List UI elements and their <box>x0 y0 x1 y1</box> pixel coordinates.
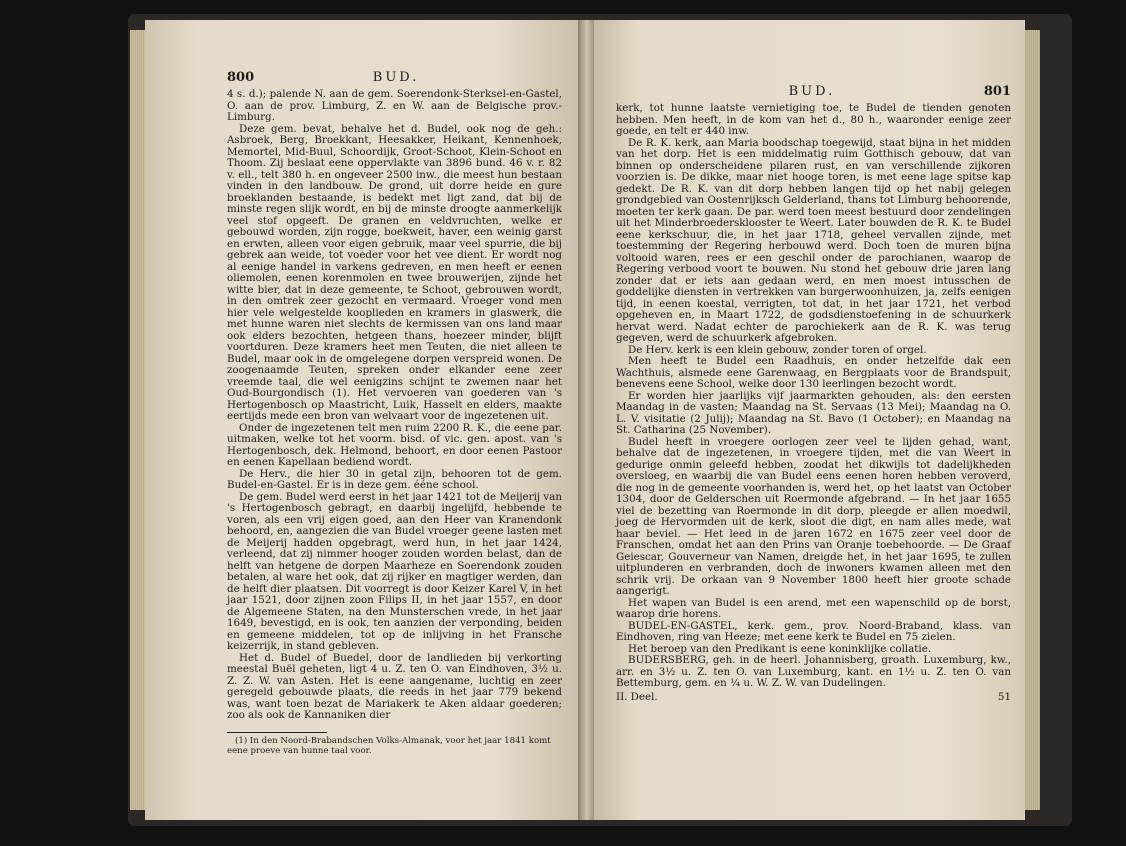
paragraph: Budel heeft in vroegere oorlogen zeer veel te lijden gehad, want, behalve dat de ingezetenen, in vroegere tijden, met die van Weert in gedurige onmin geleefd hebben, zoodat het dikwijls tot dadelijkheden oversloeg, en waarbij die van Budel eens eenen horen hebben veroverd, die nog in de gemeente voorhanden is, werd het, op het laatst van October 1304, door de Gelderschen uit Roermonde afgebrand. — In het jaar 1655 viel de bezetting van Roermonde in dit dorp, pleegde er allen moedwil, joeg de Hervormden uit de kerk, sloot die digt, en nam alles mede, wat haar beviel. — Het leed in de jaren 1672 en 1675 zeer veel door de Franschen, omdat het aan den Prins van Oranje toebehoorde. — De Graaf Geiescar, Gouverneur van Namen, dreigde het, in het jaar 1695, te zullen uitplunderen en verbranden, doch de inwoners kwamen alleen met den schrik vrij. De orkaan van 9 November 1800 heeft hier groote schade aangerigt. <box>616 435 1011 597</box>
right-page-body <box>616 103 1011 690</box>
paragraph: Deze gem. bevat, behalve het d. Budel, ook nog de geh.: Asbroek, Berg, Broekkant, Heesakker, Heikant, Kennenhoek, Memortel, Mid-Buul, Schoordijk, Groot-Schoot, Klein-Schoot en Thoom. Zij beslaat eene oppervlakte van 3896 bund. 46 v. r. 82 v. ell., telt 380 h. en ongeveer 2500 inw., die meest hun bestaan vinden in den landbouw. De grond, uit dorre heide en gure broeklanden bestaande, is bedekt met ligt zand, dat bij de minste regen slijk wordt, en bij de minste droogte aanmerkelijk veel stof opgeeft. De granen en veldvruchten, welke er gebouwd worden, zijn rogge, boekweit, haver, een weinig garst en erwten, alleen voor eigen gebruik, maar veel spurrie, die bij gebrek aan weide, tot voeder voor het vee dient. Er wordt nog al eenige handel in varkens gedreven, en men heeft er eenen oliemolen, eenen korenmolen en twee brouwerijen, zijnde het witte bier, dat in deze gemeente, te Schoot, gebrouwen wordt, in den omtrek zeer gezocht en vermaard. Vroeger vond men hier vele welgestelde kooplieden en kramers in glaswerk, die met hunne waren niet slechts de kermissen van ons land maar ook elders bezochten, hetgeen thans, hoezeer minder, blijft voortduren. Deze kramers heet men Teuten, die niet alleen te Budel, maar ook in de omgelegene dorpen verspreid wonen. De zoogenaamde Teuten, spreken onder elkander eene zeer vreemde taal, die wel eenigzins schijnt te zwemen naar het Oud-Bourgondisch (1). Het vervoeren van goederen van 's Hertogenbosch op Maastricht, Luik, Hasselt en elders, maakte eertijds mede een bron van welvaart voor de ingezetenen uit. <box>227 122 562 422</box>
paragraph: Het beroep van den Predikant is eene koninklijke collatie. <box>628 642 932 655</box>
paragraph: De R. K. kerk, aan Maria boodschap toegewijd, staat bijna in het midden van het dorp. Het is een middelmatig ruim Gotthisch gebouw, dat van binnen op onderscheidene pilaren rust, en van verschillende zijkoren voorzien is. De dikke, maar niet hooge toren, is met eene lage spitse kap gedekt. De R. K. van dit dorp hebben langen tijd op het nabij gelegen grondgebied van Oostenrijksch Gelderland, thans tot Limburg behoorende, moeten ter kerk gaan. De par. werd toen meest bestuurd door zendelingen uit het Minderbroedersklooster te Weert. Later bouwden de R. K. te Budel eene kerkschuur, die, in het jaar 1718, geheel vervallen zijnde, met toestemming der Regering herbouwd werd. Doch toen de muren bijna voltooid waren, rees er een geschil onder de parochianen, waarop de Regering verbood voort te bouwen. Nu stond het gebouw drie jaren lang zonder dat er iets aan gedaan werd, en men moest intusschen de goddelijke diensten in vertrekken van burgerwoonhuizen, ja, zelfs eenigen tijd, in eenen koestal, verrigten, tot dat, in het jaar 1721, het verbod opgeheven en, in Maart 1722, de godsdienstoefening in de schuurkerk hervat werd. Nadat echter de parochiekerk aan de R. K. was terug gegeven, werd de schuurkerk afgebroken. <box>616 136 1011 344</box>
right-page-footer <box>616 691 1011 703</box>
paragraph: Men heeft te Budel een Raadhuis, en onder hetzelfde dak een Wachthuis, alsmede eene Garenwaag, en Bergplaats voor de Brandspuit, benevens eene School, welke door 130 leerlingen bezocht wordt. <box>616 355 1011 390</box>
footnote-rule <box>227 732 327 733</box>
left-page-body <box>227 89 562 722</box>
paragraph: De Herv. kerk is een klein gebouw, zonder toren of orgel. <box>628 343 927 356</box>
paragraph: kerk, tot hunne laatste vernietiging toe, te Budel de tienden genoten hebben. Men heeft, in de kom van het d., 80 h., waaronder eenige zeer goede, en telt er 440 inw. <box>616 102 1011 137</box>
paragraph: 4 s. d.); palende N. aan de gem. Soerendonk-Sterksel-en-Gastel, O. aan de prov. Limburg, Z. en W. aan de Belgische prov.-Limburg. <box>227 88 562 123</box>
paragraph: BUDEL-EN-GASTEL, kerk. gem., prov. Noord-Braband, klass. van Eindhoven, ring van Heeze; met eene kerk te Budel en 75 zielen. <box>616 619 1011 643</box>
footnote: (1) In den Noord-Brabandschen Volks-Almanak, voor het jaar 1841 komt eene proeve van hunne taal voor. <box>227 735 551 756</box>
left-running-head: BUD. <box>372 70 420 85</box>
paragraph: De gem. Budel werd eerst in het jaar 1421 tot de Meijerij van 's Hertogenbosch gebragt, en daarbij ingelijfd, hebbende te voren, als een vrij eigen goed, aan den Heer van Kranendonk behoord, en, aangezien die van Budel vroeger geene lasten met de Meijerij hadden opgebragt, werd hun, in het jaar 1424, verleend, dat zij nimmer hooger zouden worden belast, dan de helft van hetgene de dorpen Maarheze en Soerendonk zouden betalen, al ware het ook, dat zij rijker en magtiger werden, dan de helft dier plaatsen. Dit voorregt is door Keizer Karel V, in het jaar 1521, door zijnen zoon Filips II, in het jaar 1557, en door de Algemeene Staten, na den Munsterschen vrede, in het jaar 1649, bevestigd, en is ook, ten aanzien der verponding, beiden en gemeene middelen, tot op de inlijving in het Fransche keizerrijk, in stand gebleven. <box>227 490 562 652</box>
left-page-number: 800 <box>227 70 255 85</box>
paragraph: De Herv., die hier 30 in getal zijn, behooren tot de gem. Budel-en-Gastel. Er is in deze gem. ééne school. <box>227 467 562 491</box>
left-page <box>145 20 580 820</box>
volume-signature: II. Deel. <box>616 690 658 703</box>
right-page <box>594 20 1025 820</box>
right-page-edges <box>1024 30 1040 810</box>
paragraph: Onder de ingezetenen telt men ruim 2200 R. K., die eene par. uitmaken, welke tot het voorm. bisd. of vic. gen. apost. van 's Hertogenbosch, dek. Helmond, behoort, en door eenen Pastoor en eenen Kapellaan bediend wordt. <box>227 421 562 468</box>
paragraph: BUDERSBERG, geh. in de heerl. Johannisberg, groath. Luxemburg, kw., arr. en 3½ u. Z. ten O. van Luxemburg, kant. en 1½ u. Z. ten O. van Bettemburg, gem. en ¼ u. W. Z. W. van Dudelingen. <box>616 654 1011 689</box>
right-page-number: 801 <box>983 84 1011 99</box>
gathering-number: 51 <box>997 690 1011 703</box>
right-page-header <box>616 84 1011 99</box>
paragraph: Er worden hier jaarlijks vijf jaarmarkten gehouden, als: den eersten Maandag in de vasten; Maandag na St. Servaas (13 Mei); Maandag na O. L. V. visitatie (2 Julij); Maandag na St. Bavo (1 October); en Maandag na St. Catharina (25 November). <box>616 389 1011 436</box>
paragraph: Het d. Budel of Buedel, door de landlieden bij verkorting meestal Buël geheten, ligt 4 u. Z. ten O. van Eindhoven, 3½ u. Z. Z. W. van Asten. Het is eene aangename, luchtig en zeer geregeld gebouwde plaats, die reeds in het jaar 779 bekend was, want toen bezat de Mariakerk te Aken aldaar goederen; zoo als ook de Kannaniken dier <box>227 651 562 721</box>
left-page-header <box>227 70 562 85</box>
paragraph: Het wapen van Budel is een arend, met een wapenschild op de borst, waarop drie horens. <box>616 596 1011 620</box>
right-running-head: BUD. <box>788 84 836 99</box>
